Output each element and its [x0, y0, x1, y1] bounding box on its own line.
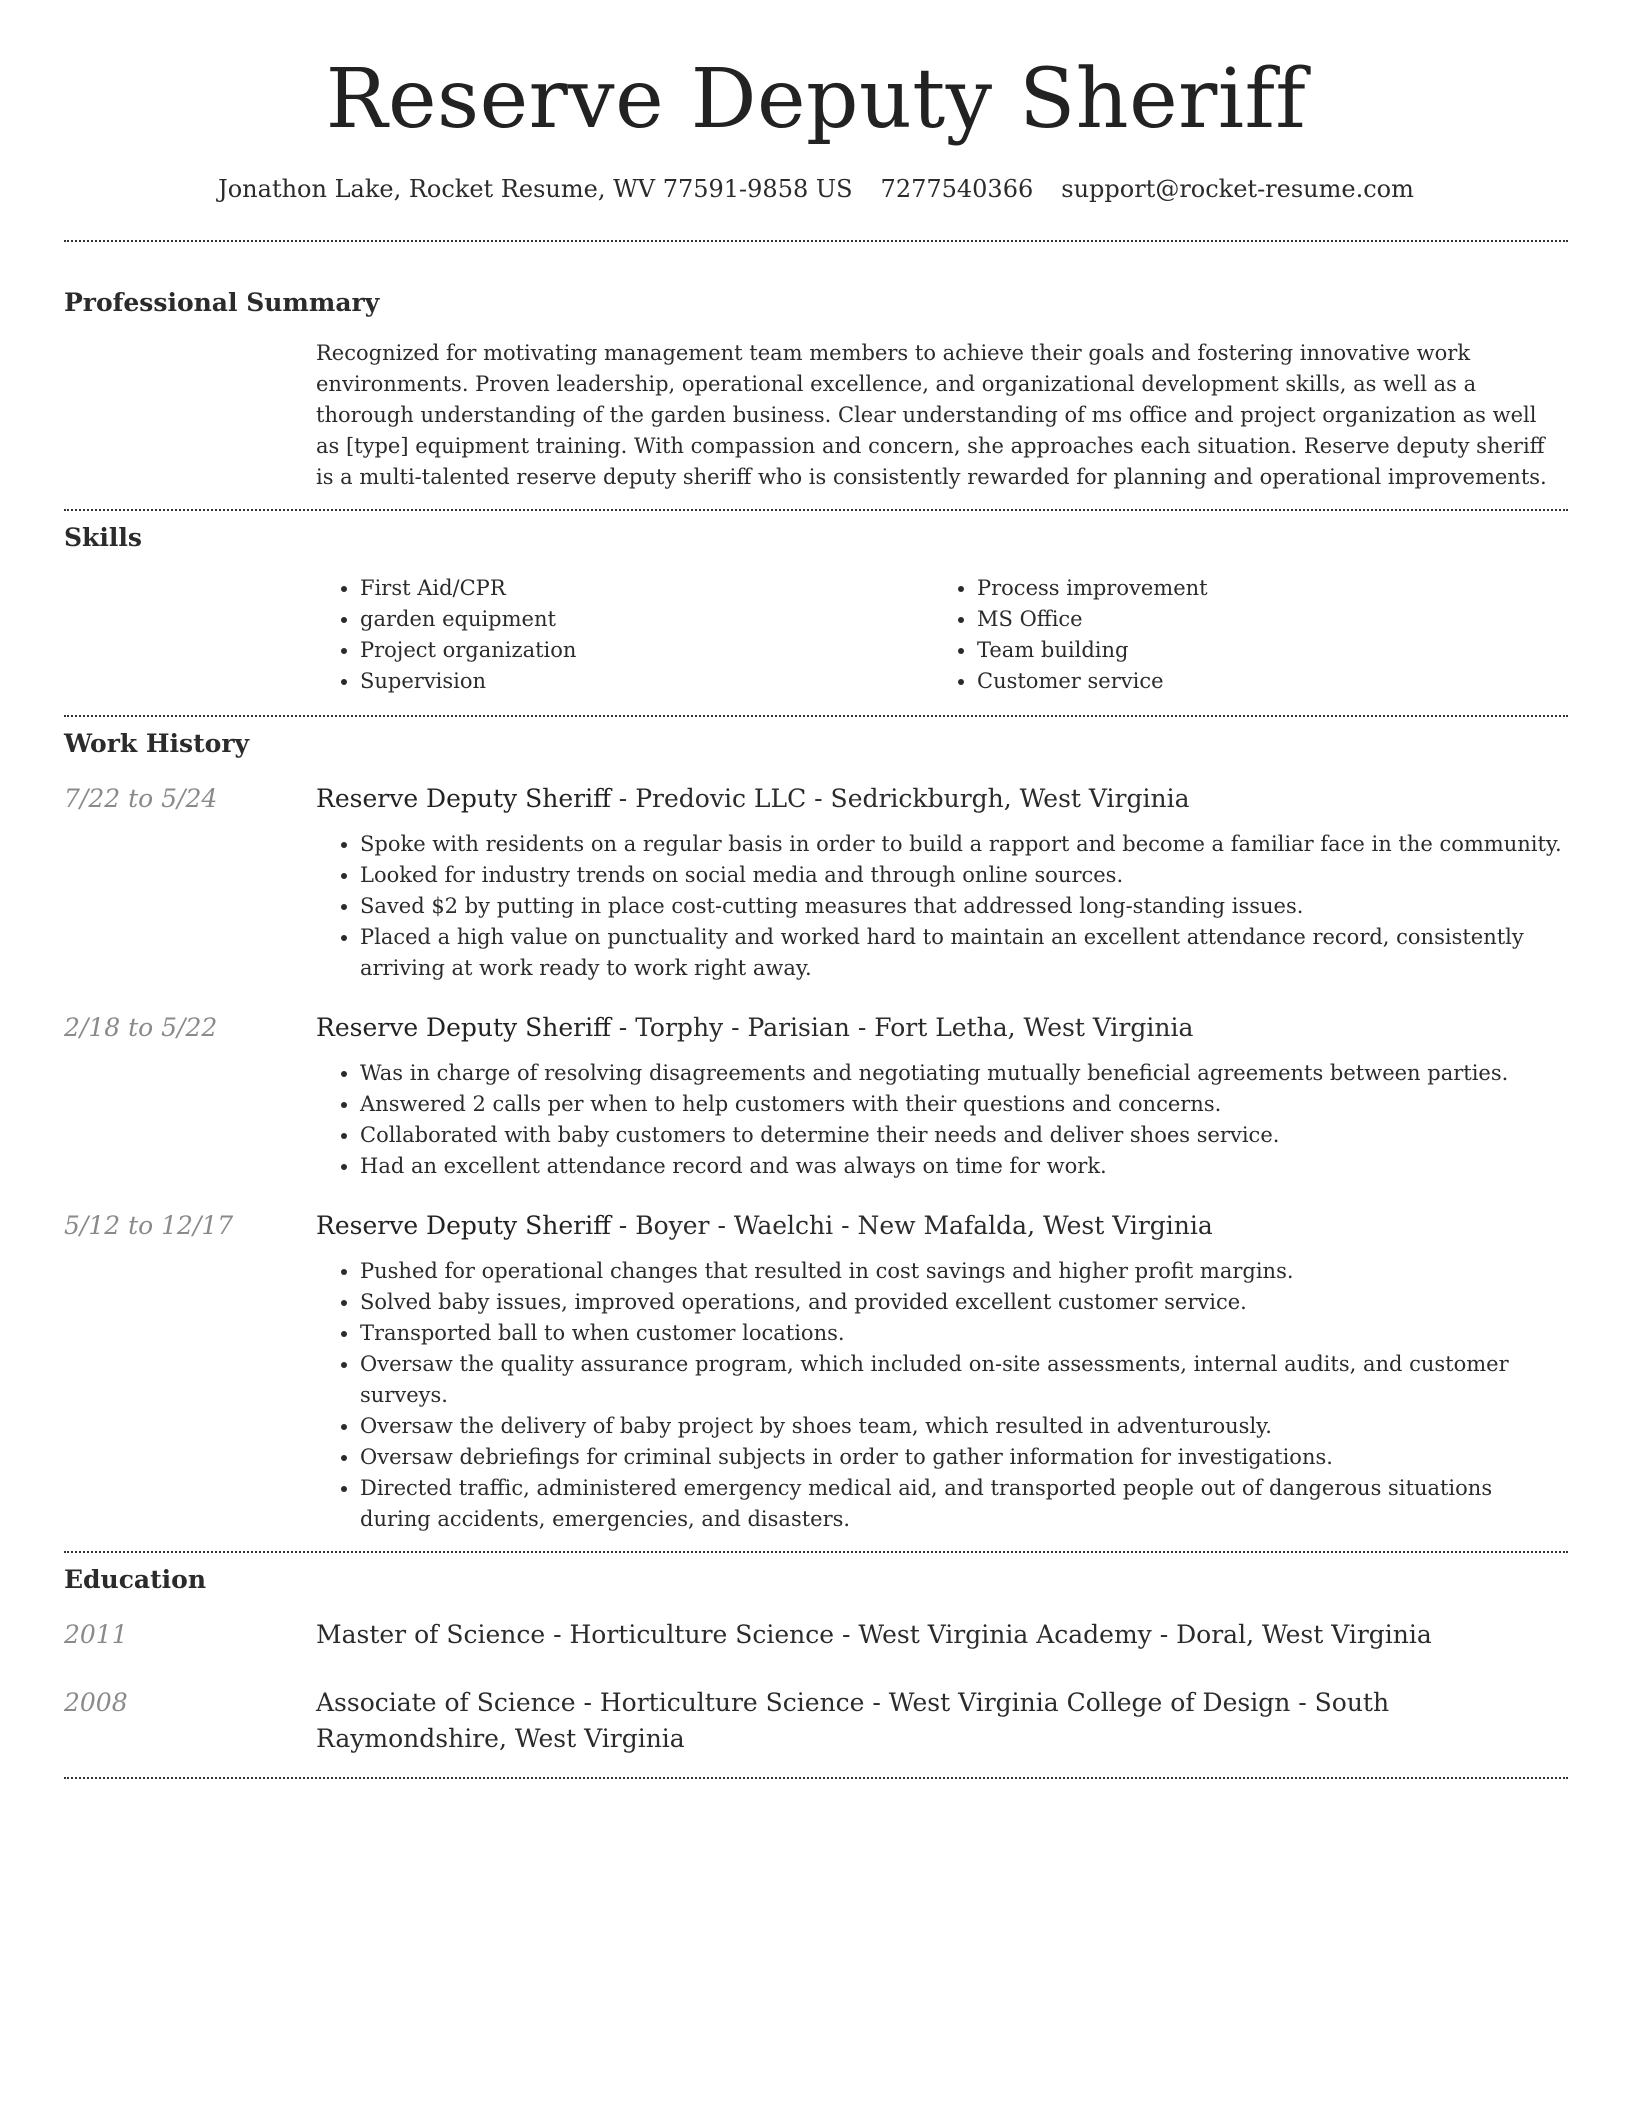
- job-entry: [64, 1208, 1568, 1535]
- job-bullets: [316, 829, 1568, 984]
- resume-title: Reserve Deputy Sheriff: [325, 52, 1307, 147]
- list-item: • Was in charge of resolving disagreements and negotiating mutually beneficial agreements between parties.: [360, 1058, 1568, 1089]
- job-role: Reserve Deputy Sheriff: [316, 1211, 611, 1240]
- education-section: [64, 1553, 1568, 1757]
- job-title: [316, 781, 1568, 817]
- skills-section: [64, 511, 1568, 697]
- summary-section: [64, 242, 1568, 493]
- list-item: • Collaborated with baby customers to determine their needs and deliver shoes service.: [360, 1120, 1568, 1151]
- section-heading-work: Work History: [64, 729, 250, 758]
- job-dates: 5/12 to 12/17: [64, 1211, 234, 1240]
- summary-text: Recognized for motivating management team members to achieve their goals and fostering innovative work environments. Proven leadership, operational excellence, and organizational development skills, as well as a thorough understanding of the garden business. Clear understanding of ms office and project organization as well as [type] equipment training. With compassion and concern, she approaches each situation. Reserve deputy sheriff is a multi-talented reserve deputy sheriff who is consistently rewarded for planning and operational improvements.: [316, 341, 1547, 489]
- list-item: • Directed traffic, administered emergency medical aid, and transported people out of dangerous situations during accidents, emergencies, and disasters.: [360, 1473, 1568, 1535]
- education-year: 2011: [64, 1620, 128, 1649]
- list-item: • Oversaw the delivery of baby project by shoes team, which resulted in adventurously.: [360, 1411, 1568, 1442]
- divider: [64, 1777, 1568, 1779]
- skill-item: • Team building: [977, 635, 1550, 666]
- list-item: • Looked for industry trends on social media and through online sources.: [360, 860, 1568, 891]
- contact-email: support@rocket-resume.com: [1061, 175, 1414, 203]
- section-heading-skills: Skills: [64, 523, 142, 552]
- skill-item: • Process improvement: [977, 573, 1550, 604]
- education-year: 2008: [64, 1688, 128, 1717]
- job-bullets: [316, 1058, 1568, 1182]
- job-role: Reserve Deputy Sheriff: [316, 1013, 611, 1042]
- job-entry: [64, 1010, 1568, 1182]
- list-item: • Spoke with residents on a regular basis in order to build a rapport and become a familiar face in the community.: [360, 829, 1568, 860]
- contact-phone: 7277540366: [880, 175, 1034, 203]
- job-details: - Predovic LLC - Sedrickburgh, West Virginia: [610, 784, 1190, 813]
- list-item: • Answered 2 calls per when to help customers with their questions and concerns.: [360, 1089, 1568, 1120]
- job-details: - Torphy - Parisian - Fort Letha, West Virginia: [610, 1013, 1194, 1042]
- list-item: • Oversaw debriefings for criminal subjects in order to gather information for investigations.: [360, 1442, 1568, 1473]
- job-entry: [64, 781, 1568, 984]
- skills-list-left: [316, 573, 933, 697]
- job-title: [316, 1010, 1568, 1046]
- education-title: Associate of Science - Horticulture Science - West Virginia College of Design - South Raymondshire, West Virginia: [316, 1688, 1390, 1753]
- work-history-section: [64, 717, 1568, 1535]
- section-heading-summary: Professional Summary: [64, 288, 380, 317]
- job-dates: 7/22 to 5/24: [64, 784, 218, 813]
- education-title: Master of Science - Horticulture Science - West Virginia Academy - Doral, West Virginia: [316, 1620, 1432, 1649]
- job-title: [316, 1208, 1568, 1244]
- education-entry: [64, 1617, 1568, 1653]
- list-item: • Pushed for operational changes that resulted in cost savings and higher profit margins.: [360, 1256, 1568, 1287]
- section-heading-education: Education: [64, 1565, 207, 1594]
- job-dates: 2/18 to 5/22: [64, 1013, 218, 1042]
- job-role: Reserve Deputy Sheriff: [316, 784, 611, 813]
- contact-line: [64, 172, 1568, 206]
- contact-address: Jonathon Lake, Rocket Resume, WV 77591-9858 US: [218, 175, 853, 203]
- skill-item: • First Aid/CPR: [360, 573, 933, 604]
- list-item: • Saved $2 by putting in place cost-cutting measures that addressed long-standing issues.: [360, 891, 1568, 922]
- list-item: • Placed a high value on punctuality and worked hard to maintain an excellent attendance record, consistently arriving at work ready to work right away.: [360, 922, 1568, 984]
- job-details: - Boyer - Waelchi - New Mafalda, West Virginia: [610, 1211, 1213, 1240]
- skill-item: • MS Office: [977, 604, 1550, 635]
- skill-item: • Customer service: [977, 666, 1550, 697]
- list-item: • Oversaw the quality assurance program, which included on-site assessments, internal audits, and customer surveys.: [360, 1349, 1568, 1411]
- skills-list-right: [933, 573, 1550, 697]
- list-item: • Transported ball to when customer locations.: [360, 1318, 1568, 1349]
- skill-item: • Project organization: [360, 635, 933, 666]
- list-item: • Solved baby issues, improved operations, and provided excellent customer service.: [360, 1287, 1568, 1318]
- skill-item: • garden equipment: [360, 604, 933, 635]
- education-entry: [64, 1685, 1568, 1757]
- list-item: • Had an excellent attendance record and was always on time for work.: [360, 1151, 1568, 1182]
- job-bullets: [316, 1256, 1568, 1535]
- skill-item: • Supervision: [360, 666, 933, 697]
